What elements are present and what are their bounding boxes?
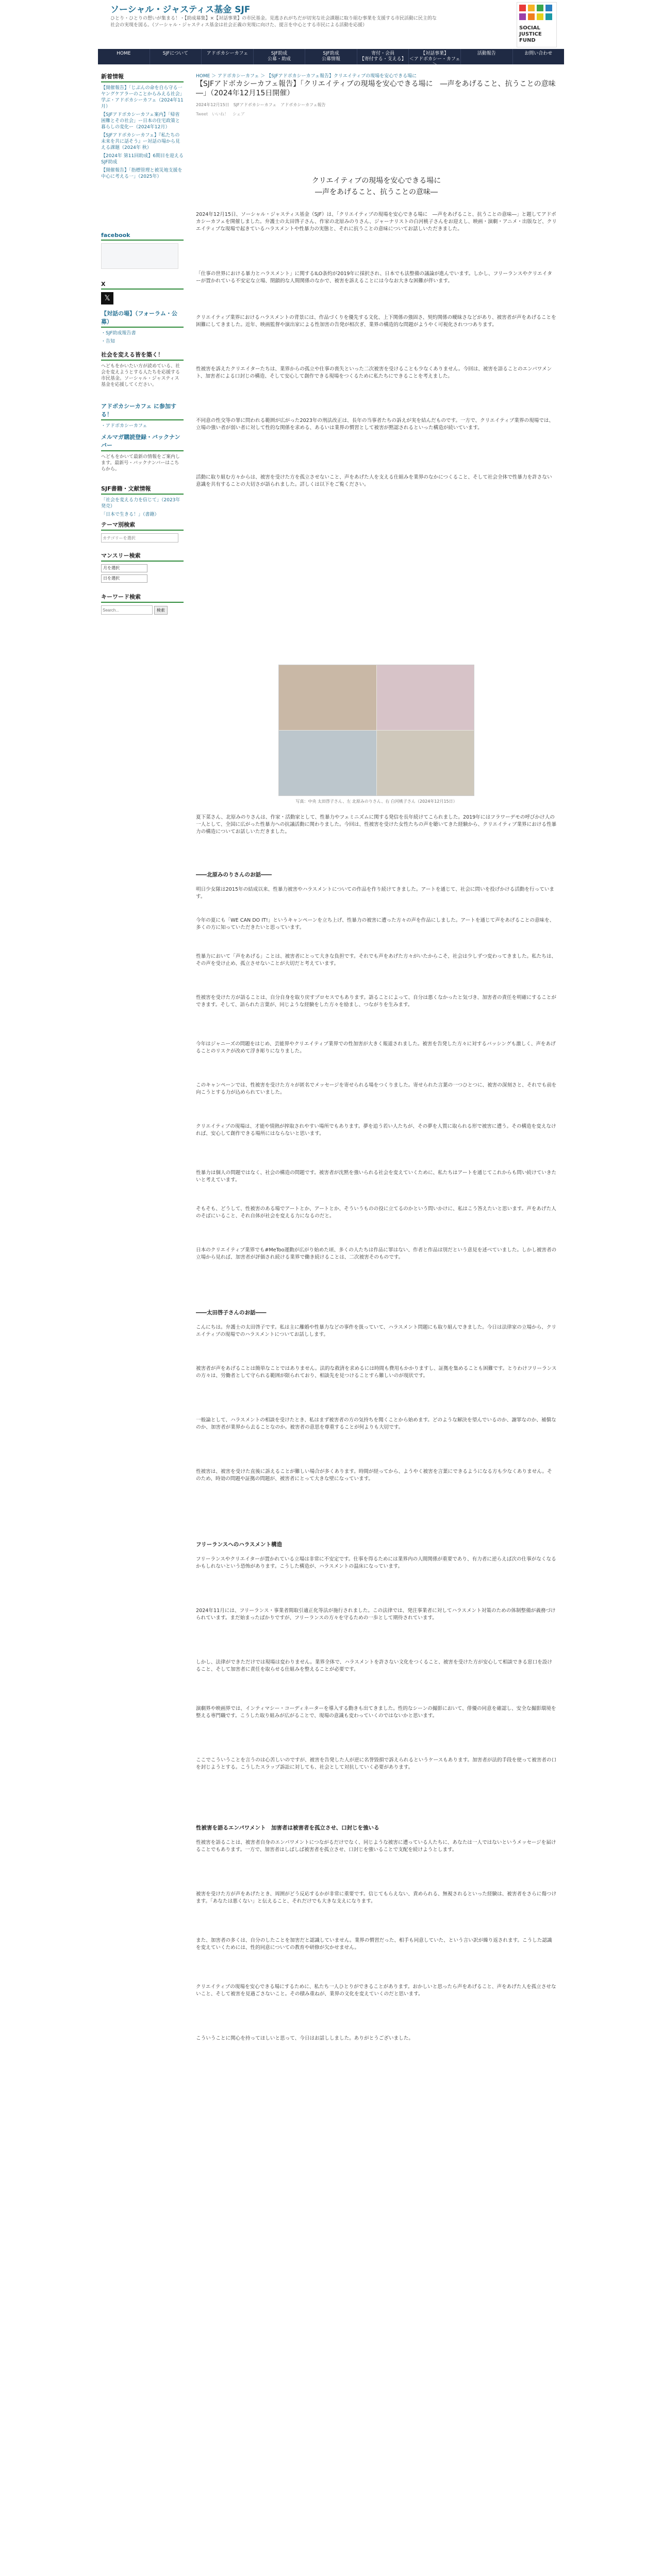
advocacy-section — [101, 402, 184, 431]
subtitle-line: クリエイティブの現場を安心できる場に — [311, 177, 441, 185]
paragraph: 性被害を訴えたクリエイターたちは、業界からの孤立や仕事の喪失といった二次被害を受けることも少なくありません。今回は、被害を語ることのエンパワメント、加害者による口封じの構造、そして安心して創作できる現場をつくるために私たちにできることを考えました。 — [196, 366, 552, 379]
news-heading: 新着情報 — [101, 72, 184, 82]
section-heading: 性被害を語るエンパワメント 加害者は被害者を孤立させ、口封じを強いる — [196, 1825, 379, 1831]
paragraph: また、加害者の多くは、自分のしたことを加害だと認識していません。業界の慣習だった、相手も同意していた、という言い訳が繰り返されます。こうした認識を変えていくためには、性的同意についての教育や研修が欠かせません。 — [196, 1938, 552, 1951]
sjf-logo[interactable] — [517, 2, 557, 47]
main-nav — [98, 49, 564, 67]
support-section — [101, 350, 184, 388]
sjf-books-heading: SJF書籍・文献情報 — [101, 484, 184, 495]
keyword-search-button[interactable]: 検索 — [154, 606, 168, 615]
section-heading: ――太田啓子さんのお話―― — [196, 1310, 267, 1316]
sidebar — [98, 72, 186, 670]
paragraph: 性暴力において「声をあげる」ことは、被害者にとって大きな負担です。それでも声をあげた方々がいたからこそ、社会は少しずつ変わってきました。私たちは、その声を受け止め、孤立させないことが大切だと考えています。 — [196, 954, 557, 967]
paragraph: 今年はジャニーズの問題をはじめ、芸能界やクリエイティブ業界での性加害が大きく報道されました。被害を告発した方々に対するバッシングも激しく、声をあげることのリスクが改めて浮き彫りになりました。 — [196, 1041, 556, 1054]
paragraph: 活動に取り組む方々からは、被害を受けた方を孤立させないこと、声をあげた人を支える仕組みを業界のなかにつくること、そして社会全体で性暴力を許さない意識を共有することの大切さが語られました。詳しくは以下をご覧ください。 — [196, 474, 552, 487]
paragraph: 被害者が声をあげることは簡単なことではありません。法的な救済を求めるには時間も費用もかかりますし、証拠を集めることも困難です。とりわけフリーランスの方々は、労働者として守られる範囲が限られており、相談先を見つけることすら難しいのが現状です。 — [196, 1366, 557, 1379]
nav-advocacy-cafe[interactable]: アドボカシーカフェ — [202, 49, 254, 64]
paragraph: 性被害を受けた方が語ることは、自分自身を取り戻すプロセスでもあります。語ることによって、自分は悪くなかったと気づき、加害者の責任を明確にすることができます。そして、語られた言葉が、同じような経験をした方々を励まし、つながりを生みます。 — [196, 995, 556, 1008]
paragraph: 性被害は、被害を受けた直後に訴えることが難しい場合が多くあります。時間が経ってから、ようやく被害を言葉にできるようになる方も少なくありません。そのため、時効の問題や証拠の問題が、被害者にとって大きな壁になっています。 — [196, 1469, 552, 1482]
paragraph: 夏下菜さん、北原みのりさんは、作家・活動家として、性暴力やフェミニズムに関する発信を長年続けてこられました。2019年にはフラワーデモの呼びかけ人の一人として、全国に広がった性暴力への抗議活動に関わりました。今回は、性被害を受けた女性たちの声を聴いてきた経験から、クリエイティブ業界における性暴力の構造についてお話しいただきました。 — [196, 815, 557, 835]
paragraph: フリーランスやクリエイターが置かれている立場は非常に不安定です。仕事を得るためには業界内の人間関係が重要であり、有力者に逆らえば次の仕事がなくなるかもしれないという恐怖があります。こうした構造が、ハラスメントの温床になっています。 — [196, 1556, 556, 1569]
nav-grant[interactable]: SJF助成 公募・助成 — [254, 49, 306, 64]
paragraph: そもそも、どうして、性被害のある場でアートとか、アートとか、そういうものの役に立てるのかという問いかけに、私はこう答えたいと思います。声をあげた人のそばにいること、それ自体が社会を変える力になるのだと。 — [196, 1206, 556, 1219]
archive-month-select[interactable]: 月を選択 — [101, 564, 147, 572]
x-heading: X — [101, 281, 184, 290]
paragraph: 日本のクリエイティブ業界でも#MeToo運動が広がり始めた頃、多くの人たちは作品に罪はない、作者と作品は別だという意見を述べていました。しかし被害者の立場から見れば、加害者が評価され続ける業界で働き続けることは、二次被害そのものです。 — [196, 1247, 557, 1260]
paragraph: クリエイティブの現場は、才能や情熱が搾取されやすい場所でもあります。夢を追う若い人たちが、その夢を人質に取られる形で被害に遭う。その構造を変えなければ、安心して創作できる場所にはならないと思います。 — [196, 1124, 556, 1137]
forum-heading: 【対話の場】（フォーラム・公募） — [101, 309, 184, 328]
theme-search-section — [101, 520, 184, 543]
event-photo — [278, 665, 474, 796]
nav-contact[interactable]: お問い合わせ — [524, 51, 553, 56]
news-section — [101, 72, 184, 182]
subtitle — [196, 175, 557, 198]
news-item[interactable]: 【2024年 第11回助成】6期目を迎えるSJF助成 — [101, 154, 184, 165]
section-heading: フリーランスへのハラスメント構造 — [196, 1541, 282, 1548]
paragraph: 明日少女隊は2015年の結成以来、性暴力被害やハラスメントについての作品を作り続けてきました。アートを通じて、社会に問いを投げかける活動を行っています。 — [196, 887, 555, 900]
site-title[interactable]: ソーシャル・ジャスティス基金 SJF — [110, 5, 251, 15]
mail-heading: メルマガ購読登録・バックナンバー — [101, 433, 184, 451]
nav-donate[interactable]: 寄付・会員 【寄付する・支える】 — [357, 49, 409, 64]
sjf-books-section — [101, 484, 184, 520]
photo-panel — [279, 665, 376, 730]
paragraph: 今年の夏にも「WE CAN DO IT!」というキャンペーンを立ち上げ、性暴力の被害に遭った方々の声を作品にしました。アートを通じて声をあげることの意味を、多くの方に知っていただきたいと思っています。 — [196, 918, 555, 930]
logo-square — [528, 5, 535, 11]
logo-square — [519, 13, 526, 20]
nav-reports[interactable]: 活動報告 — [461, 49, 513, 64]
facebook-section — [101, 232, 184, 269]
keyword-search-input[interactable] — [101, 605, 153, 615]
section-heading: ――北原みのりさんのお話―― — [196, 872, 272, 878]
subtitle-line: ―声をあげること、抗うことの意味― — [315, 188, 438, 196]
keyword-heading: キーワード検索 — [101, 592, 184, 603]
paragraph: クリエイティブ業界におけるハラスメントの背景には、作品づくりを優先する文化、上下関係の強固さ、契約関係の曖昧さなどがあり、被害者が声をあげることを困難にしてきました。近年、映画監督や演出家による性加害の告発が相次ぎ、業界の構造的な問題がようやく可視化されつつあります。 — [196, 315, 556, 328]
photo-panel — [279, 731, 376, 795]
support-text: へどもをかいたい方が読めている、社会を変えようとする人たちを応援する市民基金。ソーシャル・ジャスティス基金を応援してください。 — [101, 364, 180, 387]
facebook-widget[interactable] — [101, 243, 178, 269]
paragraph: 2024年11月には、フリーランス・事業者間取引適正化等法が施行されました。この法律では、発注事業者に対してハラスメント対策のための体制整備が義務づけられています。まだ始まったばかりですが、フリーランスの方々を守るための一歩として期待されています。 — [196, 1608, 556, 1621]
paragraph: 被害を受けた方が声をあげたとき、周囲がどう反応するかが非常に重要です。信じてもらえない、責められる、無視されるといった経験は、被害者をさらに傷つけます。「あなたは悪くない」と伝えること、それだけでも大きな支えになります。 — [196, 1891, 557, 1904]
paragraph: 「仕事の世界における暴力とハラスメント」に関するILO条約が2019年に採択され、日本でも法整備の議論が進んでいます。しかし、フリーランスやクリエイターが置かれている不安定な立場、閉鎖的な人間関係のなかで、被害を訴えることには今なお大きな困難が伴います。 — [196, 271, 552, 284]
advocacy-heading: アドボカシーカフェ に参加する！ — [101, 402, 184, 420]
paragraph: 一般論として、ハラスメントの相談を受けたとき、私はまず被害者の方の気持ちを聞くことから始めます。どのような解決を望んでいるのか、謝罪なのか、補償なのか、加害者が業界から去ることなのか。被害者の意思を尊重することが何よりも大切です。 — [196, 1417, 556, 1430]
x-section — [101, 281, 184, 304]
paragraph: こんにちは。弁護士の太田啓子です。私は主に離婚や性暴力などの事件を扱っていて、ハラスメント問題にも取り組んできました。今日は法律家の立場から、クリエイティブの現場でのハラスメントについてお話しします。 — [196, 1325, 557, 1337]
photo-panel — [377, 665, 474, 730]
paragraph: 不同意の性交等の罪に問われる範囲が広がった2023年の刑法改正は、長年の当事者たちの訴えが実を結んだものです。一方で、クリエイティブ業界の現場では、立場の強い者が弱い者に対して性的な関係を求める、あるいは業界の慣習として被害が黙認されるといった構造が続いています。 — [196, 418, 554, 431]
book-item[interactable]: 「日本で生きる！」（書籍） — [101, 512, 159, 517]
logo-square — [545, 5, 552, 11]
theme-search-heading: テーマ別検索 — [101, 520, 184, 531]
paragraph: このキャンペーンでは、性被害を受けた方々が匿名でメッセージを寄せられる場をつくりました。寄せられた言葉の一つひとつに、被害の深刻さと、それでも前を向こうとする力が込められていました。 — [196, 1082, 557, 1095]
paragraph: しかし、法律ができただけでは現場は変わりません。業界全体で、ハラスメントを許さない文化をつくること、被害を受けた方が安心して相談できる窓口を設けること、そして加害者に責任を取らせる仕組みを整えることが必要です。 — [196, 1659, 552, 1672]
site-header — [98, 0, 564, 49]
breadcrumb[interactable]: HOME ＞ アドボカシーカフェ ＞ 【SJFアドボカシーカフェ報告】クリエイティブの現場を安心できる場に — [196, 74, 417, 79]
support-heading: 社会を変える皆を築く！ — [101, 350, 184, 361]
photo-panel — [377, 731, 474, 795]
paragraph: 性被害を語ることは、被害者自身のエンパワメントにつながるだけでなく、同じような被害に遭っている人たちに、あなたは一人ではないというメッセージを届けることでもあります。一方で、加害者はしばしば被害者を孤立させ、口封じを強いることで支配を続けようとします。 — [196, 1840, 556, 1853]
nav-about[interactable]: SJFについて — [150, 49, 202, 64]
forum-item[interactable]: ・SJF助成報告書 — [101, 331, 136, 336]
photo-caption: 写真：中央 太田啓子さん、左 北原みのりさん、右 白河桃子さん（2024年12月15日） — [295, 799, 457, 804]
logo-square — [545, 13, 552, 20]
logo-square — [528, 13, 535, 20]
paragraph: ここでこういうことを言うのは心苦しいのですが、被害を告発した人が逆に名誉毀損で訴えられるというケースもあります。加害者が法的手段を使って被害者の口を封じようとする。こうしたスラップ訴訟に対しても、社会として対抗していく必要があります。 — [196, 1757, 557, 1770]
news-item[interactable]: 【開催報告】「指標管理と被災地支援を中心に考える一」（2025年） — [101, 168, 183, 179]
book-item[interactable]: 「社会を変える力を信じて」（2023年発売） — [101, 498, 180, 509]
paragraph: クリエイティブの現場を安心できる場にするために、私たち一人ひとりができることがあります。おかしいと思ったら声をあげること、声をあげた人を孤立させないこと、そして被害を見過ごさないこと。その積み重ねが、業界の文化を変えていくのだと思います。 — [196, 1984, 556, 1997]
news-item[interactable]: 【開催報告】「じぶんの命を自ら守る一ヤングケアラーのことからみえる社会」学ぶ・アドボカシーカフェ（2024年11月） — [101, 86, 184, 109]
archive-section — [101, 551, 184, 583]
site-description: ひとり・ひとりの想いが集まる！・【助成募集】×【対話事業】の市民基金。見逃されがちだが切実な社会課題に取り組む事業を支援する市民活動に民主的な社会の実現を図る。（ソーシャル・ジャスティス基金は社会正義の実現に向けた、提言を中心とする市民による活動を応援） — [110, 16, 437, 28]
keyword-search-section — [101, 592, 184, 615]
logo-text: SOCIAL JUSTICE FUND — [519, 25, 542, 43]
archive-day-select[interactable]: 日を選択 — [101, 574, 147, 583]
logo-square — [537, 13, 543, 20]
archive-heading: マンスリー検索 — [101, 551, 184, 562]
nav-home[interactable]: HOME — [98, 49, 150, 64]
content-wrapper — [98, 0, 564, 2576]
facebook-heading: facebook — [101, 232, 184, 241]
x-widget[interactable]: 𝕏 — [101, 292, 113, 304]
mail-section — [101, 433, 184, 472]
post-title: 【SJFアドボカシーカフェ報告】「クリエイティブの現場を安心できる場に ―声をあげること、抗うことの意味―」（2024年12月15日開催） — [196, 80, 556, 97]
forum-section — [101, 309, 184, 347]
theme-search-input[interactable] — [101, 533, 178, 543]
paragraph: 性暴力は個人の問題ではなく、社会の構造の問題です。被害者が沈黙を強いられる社会を変えていくために、私たちはアートを通じてこれからも問い続けていきたいと考えています。 — [196, 1170, 557, 1183]
nav-grant-info[interactable]: SJF助成 公募情報 — [305, 49, 357, 64]
logo-square — [519, 5, 526, 11]
share-buttons[interactable]: Tweet いいね！ シェア — [196, 112, 245, 116]
post-meta: 2024年12月15日 SJFアドボカシーカフェ アドボカシーカフェ報告 — [196, 103, 326, 107]
paragraph: 2024年12月15日、ソーシャル・ジャスティス基金（SJF）は、「クリエイティブの現場を安心できる場に ―声をあげること、抗うことの意味―」と題してアドボカシーカフェを開催しました。弁護士の太田啓子さん、作家の北原みのりさん、ジャーナリストの白河桃子さんをお迎えし、映画・演劇・アニメ・出版など、クリエイティブな現場で起きているハラスメントや性暴力の実態と、それに抗うことの意味についてお話しいただきました。 — [196, 212, 557, 232]
mail-text: へどもをかいて最新の情報をご案内します。最新号・バックナンバーはこちらから。 — [101, 454, 180, 472]
advocacy-link[interactable]: ・アドボカシーカフェ — [101, 423, 147, 429]
paragraph: 演劇界や映画界では、インティマシー・コーディネーターを導入する動きも出てきました。性的なシーンの撮影において、俳優の同意を確認し、安全な撮影環境を整える専門職です。こうした取り組みが広がることで、現場の意識も変わっていくのではないかと思います。 — [196, 1706, 556, 1719]
paragraph: こういうことに関心を持ってほしいと思って、今日はお話ししました。ありがとうございました。 — [196, 2036, 413, 2041]
nav-dialogue[interactable]: 【対話事業】 ＜アドボカシー・カフェ＞ — [409, 49, 461, 64]
logo-square — [537, 5, 543, 11]
forum-item[interactable]: ・告知 — [101, 339, 115, 344]
news-item[interactable]: 【SJFアドボカシーカフェ】『私たちの未来を共に話そう』ー対話の場から見える課題（2024年 秋） — [101, 133, 180, 150]
news-item[interactable]: 【SJFアドボカシーカフェ案内】「帰省困難とその社会」ー日本の住宅政策と暮らしの変化ー（2024年12月） — [101, 112, 180, 130]
